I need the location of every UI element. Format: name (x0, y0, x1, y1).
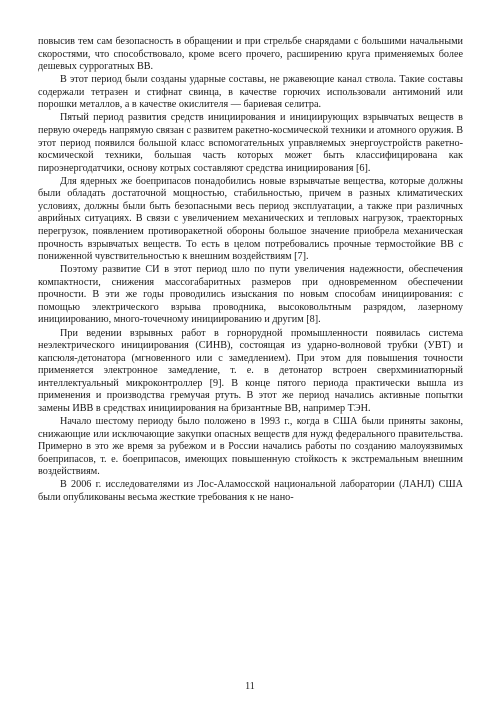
paragraph-8: В 2006 г. исследователями из Лос-Аламосской национальной лаборатории (ЛАНЛ) США были опубликованы весьма жесткие требования к не нано- (38, 479, 463, 503)
page-number: 11 (245, 681, 255, 692)
document-page (38, 36, 463, 666)
paragraph-2: В этот период были созданы ударные составы, не ржавеющие канал ствола. Такие составы содержали тетразен и стифнат свинца, в качестве горючих использовали антимоний или порошки металлов, а в качестве окислителя — бариевая селитра. (38, 74, 463, 111)
paragraph-5: Поэтому развитие СИ в этот период шло по пути увеличения надежности, обеспечения компактности, снижения массогабаритных размеров при одновременном обеспечении прочности. В эти же годы проводились изыскания по новым способам инициирования: с помощью электрического взрыва проводника, высоковольтным разрядом, лазерному инициированию, много-точечному инициированию и другим [8]. (38, 264, 463, 326)
paragraph-1: повысив тем сам безопасность в обращении и при стрельбе снарядами с большими начальными скоростями, что способствовало, кроме всего прочего, расширению круга применяемых более дешевых суррогатных ВВ. (38, 36, 463, 73)
paragraph-6: При ведении взрывных работ в горнорудной промышленности появилась система неэлектрического инициирования (СИНВ), состоящая из ударно-волновой трубки (УВТ) и капсюля-детонатора (мгновенного или с замедлением). При этом для повышения точности применяется электронное замедление, т. е. в детонатор встроен сверхминиатюрный интеллектуальный микроконтроллер [9]. В конце пятого периода практически вышла из применения и производства гремучая ртуть. В этот же период начались активные попытки замены ИВВ в средствах инициирования на бризантные ВВ, например ТЭН. (38, 327, 463, 414)
paragraph-4: Для ядерных же боеприпасов понадобились новые взрывчатые вещества, которые должны были обладать достаточной мощностью, стабильностью, причем в разных климатических условиях, должны были быть безопасными весь период эксплуатации, а также при различных аврийных ситуациях. В связи с увеличением механических и тепловых нагрузок, траекторных перегрузок, появлением противоракетной обороны большое значение приобрела механическая прочность взрывчатых веществ. То есть в целом потребовались прочные термостойкие ВВ с пониженной чувствительностью к внешним воздействиям [7]. (38, 175, 463, 263)
paragraph-3: Пятый период развития средств инициирования и инициирующих взрывчатых веществ в первую очередь напрямую связан с развитем ракетно-космической техники и атомного оружия. В этот период появился большой класс вспомогательных управляемых энергоустройств ракетно-космической техники, большая часть которых может быть классифицирована как пироэнергодатчики, основу котрых составляют средства инициирования [6]. (38, 112, 463, 174)
paragraph-7: Начало шестому периоду было положено в 1993 г., когда в США были приняты законы, снижающие или исключающие закупки опасных веществ для нужд федерального правительства. Примерно в это же время за рубежом и в России начались работы по созданию малоуязвимых боеприпасов, т. е. боеприпасов, имеющих повышенную стойкость к экстремальным внешним воздействиям. (38, 415, 463, 478)
